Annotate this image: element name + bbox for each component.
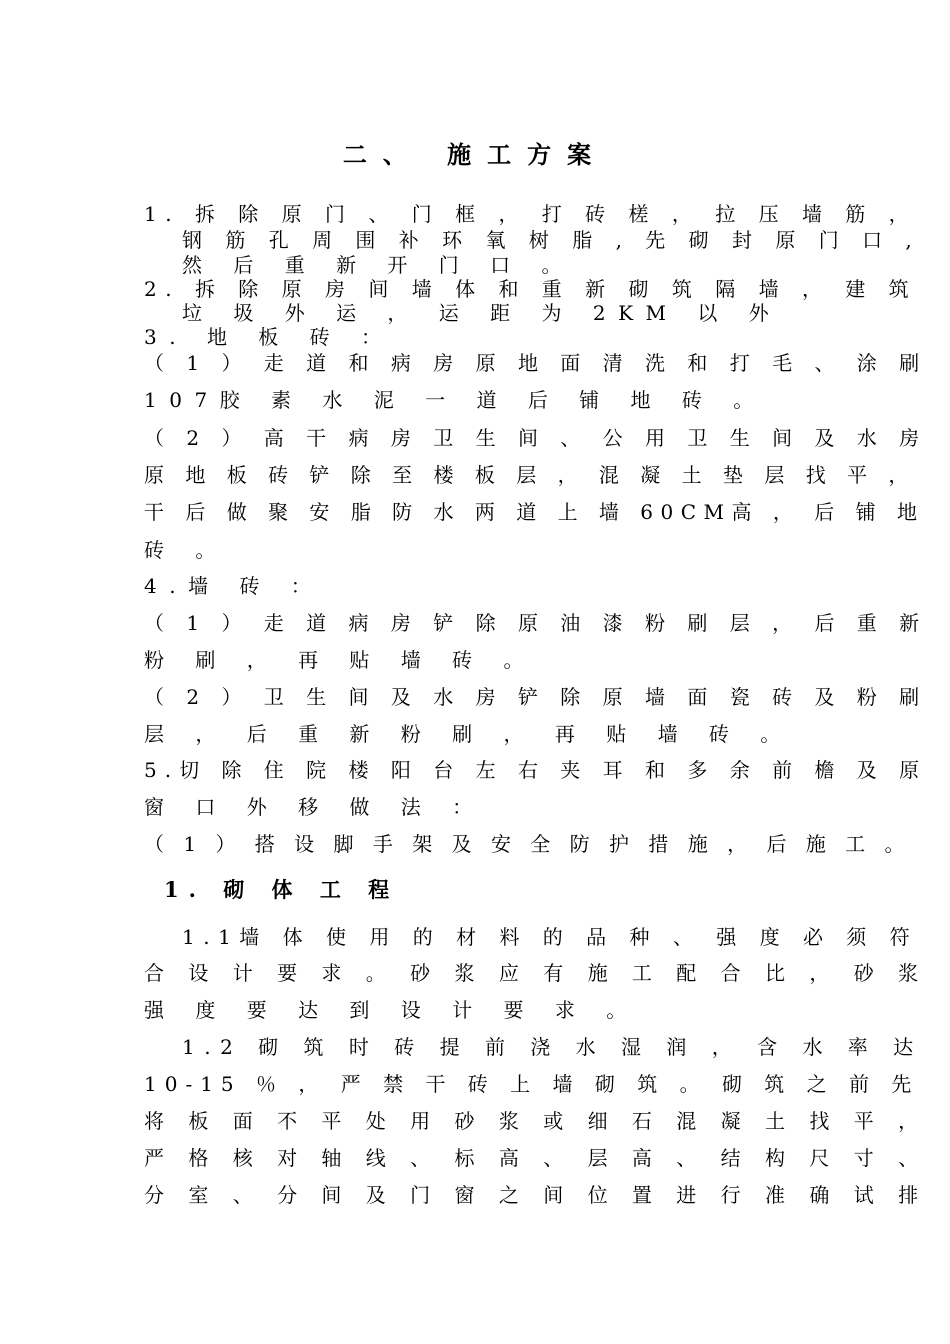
- text-line: 垃 圾 外 运 ， 运 距 为 2KM 以 外: [182, 301, 782, 325]
- section-heading: 1. 砌 体 工 程: [164, 877, 400, 902]
- text-line: 5.切 除 住 院 楼 阳 台 左 右 夹 耳 和 多 余 前 檐 及 原: [144, 758, 928, 782]
- text-line: 分 室 、 分 间 及 门 窗 之 间 位 置 进 行 准 确 试 排: [144, 1183, 928, 1207]
- text-line: 3. 地 板 砖 ：: [144, 325, 394, 349]
- text-line: （ 2 ） 卫 生 间 及 水 房 铲 除 原 墙 面 瓷 砖 及 粉 刷: [144, 685, 928, 709]
- text-line: 将 板 面 不 平 处 用 砂 浆 或 细 石 混 凝 土 找 平 ，: [144, 1109, 928, 1133]
- text-line: （ 1 ） 搭 设 脚 手 架 及 安 全 防 护 措 施 ， 后 施 工 。: [144, 832, 912, 856]
- text-line: 1.1墙 体 使 用 的 材 料 的 品 种 、 强 度 必 须 符: [182, 925, 919, 949]
- text-line: 1. 拆 除 原 门 、 门 框 ， 打 砖 槎 ， 拉 压 墙 筋 ，: [144, 202, 918, 226]
- text-line: 107胶 素 水 泥 一 道 后 铺 地 砖 。: [144, 388, 766, 412]
- text-line: 窗 口 外 移 做 法 ：: [144, 795, 485, 819]
- text-line: 钢 筋 孔 周 围 补 环 氧 树 脂 , 先 砌 封 原 门 口 ,: [182, 228, 921, 252]
- text-line: 10-15 ％ ， 严 禁 干 砖 上 墙 砌 筑 。 砌 筑 之 前 先: [144, 1072, 920, 1096]
- text-line: 1.2 砌 筑 时 砖 提 前 浇 水 湿 润 ， 含 水 率 达: [182, 1035, 923, 1059]
- text-line: 然 后 重 新 开 门 口 。: [182, 253, 575, 277]
- text-line: 层 ， 后 重 新 粉 刷 ， 再 贴 墙 砖 。: [144, 722, 793, 746]
- text-line: 合 设 计 要 求 。 砂 浆 应 有 施 工 配 合 比 ， 砂 浆: [144, 961, 928, 985]
- text-line: 砖 。: [144, 538, 228, 562]
- text-line: 严 格 核 对 轴 线 、 标 高 、 层 高 、 结 构 尺 寸 、: [144, 1146, 928, 1170]
- text-line: 原 地 板 砖 铲 除 至 楼 板 层 ， 混 凝 土 垫 层 找 平 ，: [144, 463, 916, 487]
- text-line: 强 度 要 达 到 设 计 要 求 。: [144, 998, 639, 1022]
- text-line: （ 2 ） 高 干 病 房 卫 生 间 、 公 用 卫 生 间 及 水 房: [144, 426, 928, 450]
- text-line: 粉 刷 ， 再 贴 墙 砖 。: [144, 648, 537, 672]
- text-line: 2. 拆 除 原 房 间 墙 体 和 重 新 砌 筑 隔 墙 ， 建 筑: [144, 277, 918, 301]
- text-line: （ 1 ） 走 道 和 病 房 原 地 面 清 洗 和 打 毛 、 涂 刷: [144, 351, 928, 375]
- text-line: （ 1 ） 走 道 病 房 铲 除 原 油 漆 粉 刷 层 ， 后 重 新: [144, 611, 928, 635]
- text-line: 4.墙 砖 ：: [144, 574, 324, 598]
- text-line: 干 后 做 聚 安 脂 防 水 两 道 上 墙 60CM高 ， 后 铺 地: [144, 500, 925, 524]
- page-title: 二、 施工方案: [342, 140, 608, 169]
